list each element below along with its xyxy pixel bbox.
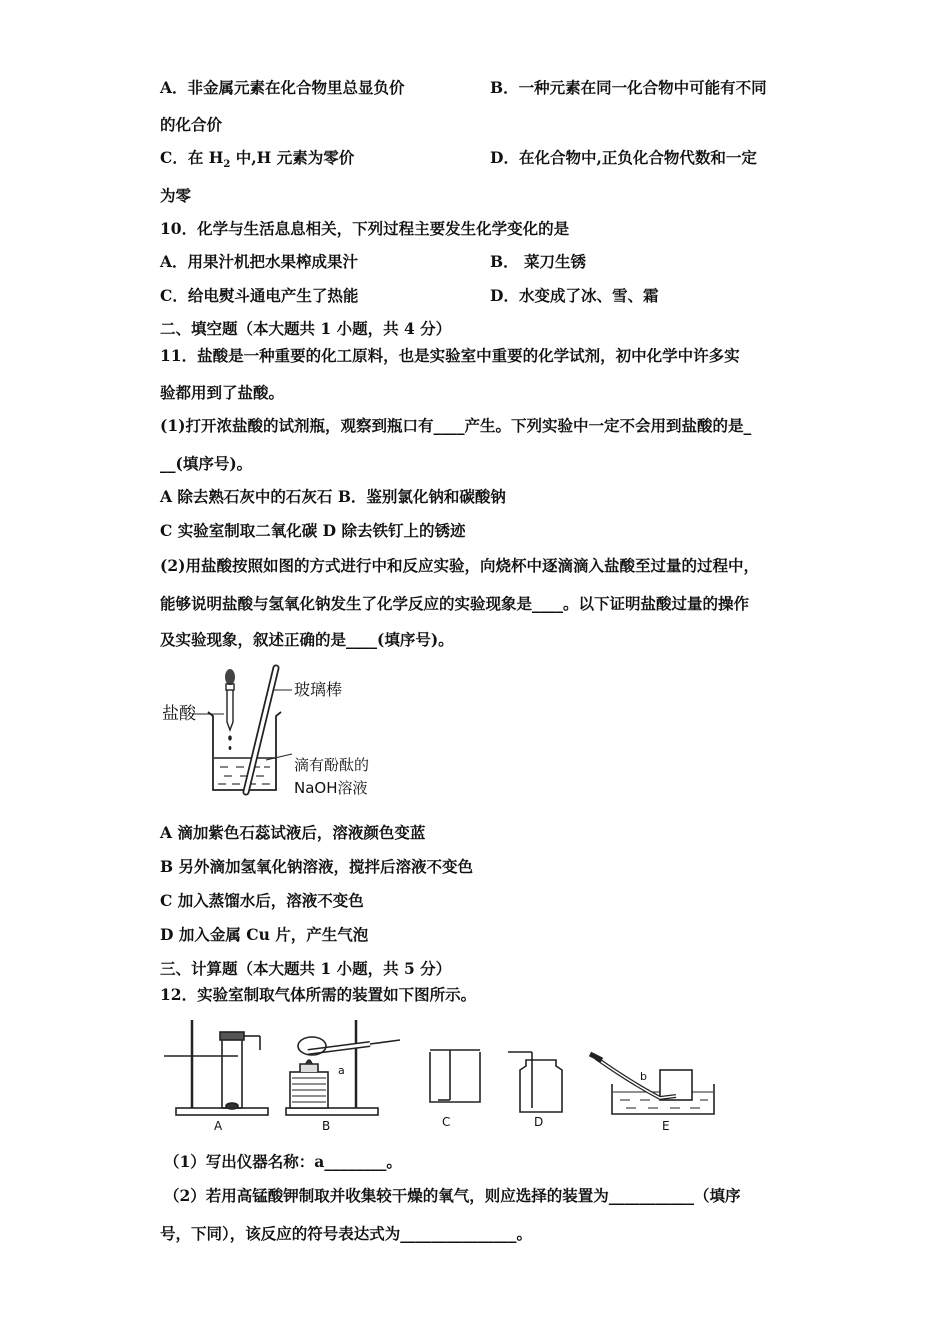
apparatus-e-icon	[590, 1054, 714, 1114]
apparatus-diagram	[160, 1012, 730, 1136]
beaker-icon	[208, 712, 281, 790]
q11-part1-line1: (1)打开浓盐酸的试剂瓶，观察到瓶口有____产生。下列实验中一定不会用到盐酸的是_	[160, 416, 752, 435]
q9-option-b: B．一种元素在同一化合物中可能有不同	[490, 78, 767, 97]
apparatus-label-small-b: b	[640, 1070, 647, 1083]
q11-part1-options-ab: A 除去熟石灰中的石灰石 B．鉴别氯化钠和碳酸钠	[160, 487, 506, 506]
liquid-dashes	[218, 767, 270, 784]
q11-option-b: B 另外滴加氢氧化钠溶液，搅拌后溶液不变色	[160, 857, 473, 876]
label-acid: 盐酸	[162, 704, 196, 724]
q11-stem-line2: 验都用到了盐酸。	[160, 383, 285, 402]
q9-option-c-subscript: 2	[223, 159, 231, 171]
apparatus-figure	[160, 1012, 730, 1136]
q11-part2-line1: (2)用盐酸按照如图的方式进行中和反应实验，向烧杯中逐滴滴入盐酸至过量的过程中，	[160, 556, 759, 575]
q9-option-d: D．在化合物中,正负化合物代数和一定	[490, 148, 757, 167]
q9-option-c-post: 中,H 元素为零价	[230, 148, 355, 167]
apparatus-label-c: C	[442, 1115, 451, 1129]
q9-option-c-pre: C．在 H	[160, 148, 224, 167]
q12-part2-line2: 号，下同），该反应的符号表达式为_______________。	[160, 1224, 533, 1243]
q11-part2-line2: 能够说明盐酸与氢氧化钠发生了化学反应的实验现象是____。以下证明盐酸过量的操作	[160, 594, 750, 613]
apparatus-label-b: B	[322, 1119, 331, 1133]
apparatus-label-e: E	[662, 1119, 670, 1133]
q9-option-b-continued: 的化合价	[160, 115, 223, 134]
apparatus-label-a: A	[214, 1119, 223, 1133]
solution-leader-line	[266, 754, 292, 760]
q11-stem-line1: 11．盐酸是一种重要的化工原料，也是实验室中重要的化学试剂，初中化学中许多实	[160, 346, 740, 365]
q12-part2-line1: （2）若用高锰酸钾制取并收集较干燥的氧气，则应选择的装置为___________（填序	[164, 1186, 741, 1205]
label-glass-rod: 玻璃棒	[294, 680, 343, 699]
q10-option-a: A．用果汁机把水果榨成果汁	[160, 252, 359, 271]
apparatus-label-small-a: a	[338, 1064, 345, 1077]
apparatus-d-icon	[508, 1052, 562, 1112]
label-solution-line2: NaOH溶液	[294, 779, 368, 797]
q12-part1: （1）写出仪器名称：a________。	[164, 1152, 402, 1171]
q10-option-c: C．给电熨斗通电产生了热能	[160, 286, 359, 305]
apparatus-a-icon	[164, 1020, 268, 1115]
label-solution-line1: 滴有酚酞的	[294, 756, 370, 774]
q10-option-b: B． 菜刀生锈	[490, 252, 586, 271]
q11-part2-line3: 及实验现象，叙述正确的是____(填序号)。	[160, 630, 454, 649]
q11-part1-options-cd: C 实验室制取二氧化碳 D 除去铁钉上的锈迹	[160, 521, 466, 540]
q10-stem: 10．化学与生活息息相关，下列过程主要发生化学变化的是	[160, 219, 570, 238]
q9-option-c	[160, 148, 354, 175]
neutralization-figure	[158, 664, 408, 804]
q11-option-d: D 加入金属 Cu 片，产生气泡	[160, 925, 369, 944]
apparatus-label-d: D	[534, 1115, 544, 1129]
q11-option-c: C 加入蒸馏水后，溶液不变色	[160, 891, 364, 910]
q9-option-d-continued: 为零	[160, 186, 192, 205]
q12-stem: 12．实验室制取气体所需的装置如下图所示。	[160, 985, 477, 1004]
q11-part1-line2: __(填序号)。	[160, 454, 253, 473]
dropper-icon	[225, 669, 235, 750]
q10-option-d: D．水变成了冰、雪、霜	[490, 286, 659, 305]
q9-option-a: A．非金属元素在化合物里总显负价	[160, 78, 405, 97]
apparatus-c-icon	[430, 1050, 480, 1102]
section-3-heading: 三、计算题（本大题共 1 小题，共 5 分）	[160, 959, 452, 978]
section-2-heading: 二、填空题（本大题共 1 小题，共 4 分）	[160, 319, 452, 338]
q11-option-a: A 滴加紫色石蕊试液后，溶液颜色变蓝	[160, 823, 426, 842]
glass-rod-icon	[246, 668, 276, 792]
beaker-diagram	[158, 664, 408, 804]
